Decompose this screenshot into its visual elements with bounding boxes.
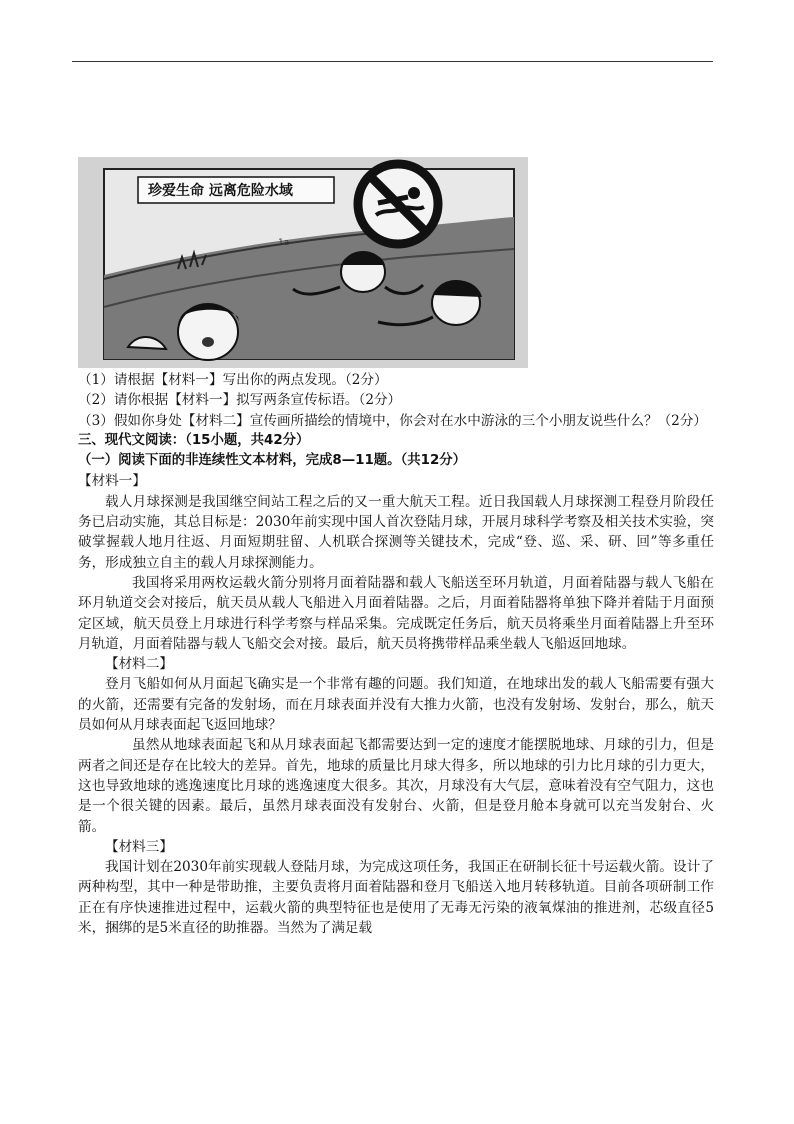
poster-mark: 1a: [278, 238, 290, 248]
material-1-label: 【材料一】: [78, 473, 146, 490]
section-title: 三、现代文阅读：（15小题，共42分）: [78, 432, 310, 448]
safety-poster-image: [78, 157, 528, 368]
document-body: [78, 370, 714, 938]
subsection-title: （一）阅读下面的非连续性文本材料，完成8—11题。（共12分）: [78, 453, 467, 469]
material-1-paragraph-2: 我国将采用两枚运载火箭分别将月面着陆器和载人飞船送至环月轨道，月面着陆器与载人飞船在环月轨道交会对接后，航天员从载人飞船进入月面着陆器。之后，月面着陆器将单独下降并着陆于月面预定区域，航天员登上月球进行科学考察与样品采集。完成既定任务后，航天员将乘坐月面着陆器上升至环月轨道，月面着陆器与载人飞船交会对接。最后，航天员将携带样品乘坐载人飞船返回地球。: [78, 574, 714, 652]
material-3-paragraph-1: 我国计划在2030年前实现载人登陆月球，为完成这项任务，我国正在研制长征十号运载火箭。设计了两种构型，其中一种是带助推，主要负责将月面着陆器和登月飞船送入地月转移轨道。目前各项研制工作正在有序快速推进过程中，运载火箭的典型特征也是使用了无毒无污染的液氧煤油的推进剂，芯级直径5米，捆绑的是5米直径的助推器。当然为了满足载: [78, 859, 714, 937]
material-1-paragraph-1: 载人月球探测是我国继空间站工程之后的又一重大航天工程。近日我国载人月球探测工程登月阶段任务已启动实施，其总目标是：2030年前实现中国人首次登陆月球，开展月球科学考察及相关技术实验，突破掌握载人地月往返、月面短期驻留、人机联合探测等关键技术，完成“登、巡、采、研、回”等多重任务，形成独立自主的载人月球探测能力。: [78, 493, 714, 571]
poster-illustration: [78, 157, 528, 368]
poster-banner-text: 珍爱生命 远离危险水域: [148, 183, 293, 199]
question-1: （1）请根据【材料一】写出你的两点发现。（2分）: [78, 372, 388, 388]
material-2-label: 【材料二】: [105, 656, 173, 673]
material-3-label: 【材料三】: [105, 838, 173, 855]
question-3: （3）假如你身处【材料二】宣传画所描绘的情境中，你会对在水中游泳的三个小朋友说些什么？（2分）: [78, 412, 708, 429]
material-2-paragraph-1: 登月飞船如何从月面起飞确实是一个非常有趣的问题。我们知道，在地球出发的载人飞船需要有强大的火箭，还需要有完备的发射场，而在月球表面并没有大推力火箭，也没有发射场、发射台，那么，航天员如何从月球表面起飞返回地球？: [78, 676, 714, 734]
header-rule: [72, 61, 713, 62]
material-2-paragraph-2: 虽然从地球表面起飞和从月球表面起飞都需要达到一定的速度才能摆脱地球、月球的引力，但是两者之间还是存在比较大的差异。首先，地球的质量比月球大得多，所以地球的引力比月球的引力更大，这也导致地球的逃逸速度比月球的逃逸速度大很多。其次，月球没有大气层，意味着没有空气阻力，这也是一个很关键的因素。最后，虽然月球表面没有发射台、火箭，但是登月舱本身就可以充当发射台、火箭。: [78, 737, 714, 835]
question-2: （2）请你根据【材料一】拟写两条宣传标语。（2分）: [78, 392, 402, 409]
